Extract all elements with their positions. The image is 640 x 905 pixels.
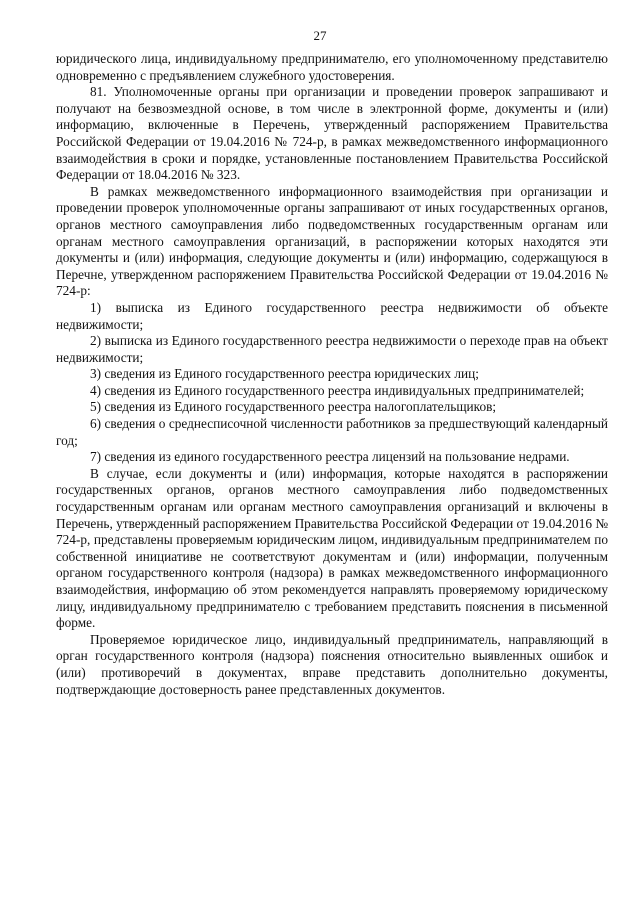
document-body [56, 51, 608, 698]
list-item: 5) сведения из Единого государственного реестра налогоплательщиков; [90, 399, 497, 415]
list-item: 1) выписка из Единого государственного реестра недвижимости об объекте недвижимости; [56, 299, 608, 332]
list-item: 6) сведения о среднесписочной численности работников за предшествующий календарный год; [56, 416, 608, 448]
page-number: 27 [313, 28, 327, 43]
paragraph-discrepancy: В случае, если документы и (или) информация, которые находятся в распоряжении государственных органов, органов местного самоуправления либо подведомственных государственным органам или органам местного самоуправления организаций и включены в Перечень, утвержденный распоряжением Правительства Российской Федерации от 19.04.2016 № 724-р, представлены проверяемым юридическим лицом, индивидуальным предпринимателем по собственной инициативе не соответствуют документам и (или) информации, полученным органом государственного контроля (надзора) в рамках межведомственного информационного взаимодействия, информацию об этом рекомендуется направлять проверяемому юридическому лицу, индивидуальному предпринимателю с требованием представить пояснения в письменной форме. [56, 465, 609, 631]
paragraph-item-81: 81. Уполномоченные органы при организации и проведении проверок запрашивают и получают на безвозмездной основе, в том числе в электронной форме, документы и (или) информацию, включенные в Перечень, утвержденный распоряжением Правительства Российской Федерации от 19.04.2016 № 724-р, в рамках межведомственного информационного взаимодействия в сроки и порядке, установленные постановлением Правительства Российской Федерации от 18.04.2016 № 323. [56, 84, 608, 183]
list-item: 2) выписка из Единого государственного реестра недвижимости о переходе прав на объект недвижимости; [56, 333, 608, 365]
list-item: 3) сведения из Единого государственного реестра юридических лиц; [90, 366, 479, 382]
paragraph-explanations: Проверяемое юридическое лицо, индивидуальный предприниматель, направляющий в орган государственного контроля (надзора) пояснения относительно выявленных ошибок и (или) противоречий в документах, вправе представить дополнительно документы, подтверждающие достоверность ранее представленных документов. [56, 631, 608, 697]
paragraph-continuation: юридического лица, индивидуальному предпринимателю, его уполномоченному представителю одновременно с предъявлением служебного удостоверения. [56, 51, 608, 83]
list-item: 7) сведения из единого государственного реестра лицензий на пользование недрами. [90, 449, 570, 465]
list-item: 4) сведения из Единого государственного реестра индивидуальных предпринимателей; [90, 382, 585, 398]
paragraph-interagency-request: В рамках межведомственного информационного взаимодействия при организации и проведении проверок уполномоченные органы запрашивают от иных государственных органов, органов местного самоуправления либо подведомственных государственным органам или органам местного самоуправления организаций, в распоряжении которых находятся эти документы и (или) информация, следующие документы и (или) информацию, содержащуюся в Перечне, утвержденном распоряжением Правительства Российской Федерации от 19.04.2016 № 724-р: [56, 183, 608, 299]
